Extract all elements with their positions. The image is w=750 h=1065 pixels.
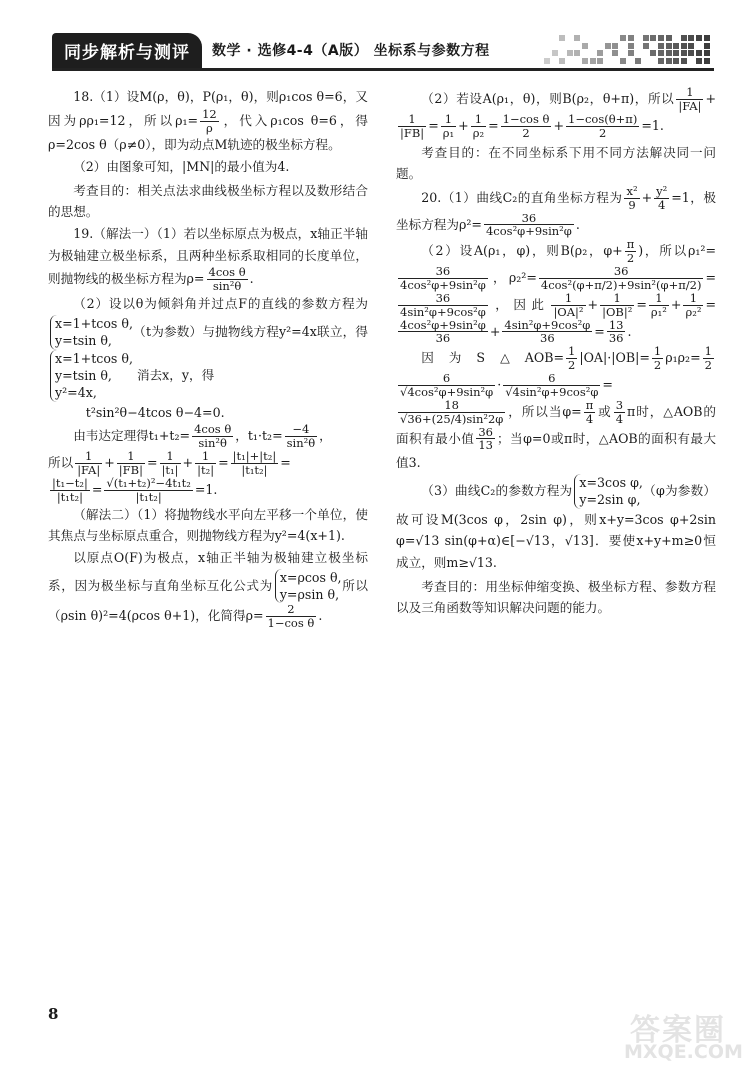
fraction: $\frac{6}{\text{√4sin²φ+9cos²φ}}$ xyxy=(505,371,599,399)
reciprocal-sum-result: $\frac{\text{|t₁−t₂|}}{\text{|t₁t₂|}}$ = $\frac{\text{√(t₁+t₂)²−4t₁t₂}}{\text{|t₁t₂|}}$ =1. xyxy=(52,475,218,504)
fraction: $\frac{1-\cos(\theta+\pi)}{2}$ xyxy=(568,111,638,140)
dot xyxy=(696,50,702,56)
q18-goal: 考查目的：相关点法求曲线极坐标方程以及数形结合的思想。 xyxy=(48,182,368,220)
watermark-logo-text: 答案圈 xyxy=(630,1013,726,1048)
q20-part3: （3）曲线C₂的参数方程为 x=3cos φ, y=2sin φ, （φ为参数）故可设M(3cos φ，2sin φ)，则x+y=3cos φ+2sin φ=√13 sin(φ+α)∈[−√13，√13]．要使x+y+m≥0恒成立，则m≥√13. xyxy=(396,474,716,571)
fraction: $\frac{1}{\text{|t₂|}}$ xyxy=(197,449,215,477)
dot xyxy=(650,35,656,41)
fraction: $\frac{\text{|t₁−t₂|}}{\text{|t₁t₂|}}$ xyxy=(52,475,88,504)
fraction: $\frac{\text{4cos θ}}{\text{sin²θ}}$ xyxy=(194,422,232,451)
fraction: $\frac{13}{36}$ xyxy=(608,317,624,346)
dot xyxy=(704,35,710,41)
dot xyxy=(650,50,656,56)
q18-part2: （2）由图象可知，|MN|的最小值为4. xyxy=(73,159,290,175)
fraction: $\frac{1}{|FA|}$ xyxy=(77,449,101,477)
dot xyxy=(681,35,687,41)
fraction: $\frac{1}{|FB|}$ xyxy=(400,111,425,140)
fraction: $\frac{1}{\text{ρ₂}}$ xyxy=(472,111,485,140)
dot xyxy=(605,43,611,49)
fraction: $\frac{\text{x²}}{9}$ xyxy=(626,183,638,212)
dot xyxy=(567,50,573,56)
fraction: $\frac{-4}{\text{sin²θ}}$ xyxy=(286,422,316,451)
fraction: $\frac{36}{\text{4cos²(φ+π/2)+9sin²(φ+π/2)}}$ xyxy=(540,264,702,292)
dot xyxy=(582,43,588,49)
dot xyxy=(597,50,603,56)
dot xyxy=(643,43,649,49)
fraction: $\frac{36}{\text{4cos²φ+9sin²φ}}$ xyxy=(485,210,572,239)
dot xyxy=(673,58,679,64)
fraction: $\frac{\text{4sin²φ+9cos²φ}}{36}$ xyxy=(504,317,591,346)
dot xyxy=(666,43,672,49)
fraction: $\frac{1}{2}$ xyxy=(704,344,712,373)
fraction: $\frac{1}{|FA|}$ xyxy=(678,85,702,113)
fraction: $\frac{\text{4cos θ}}{\text{sin²θ}}$ xyxy=(208,265,246,294)
site-watermark xyxy=(620,1005,750,1065)
dot xyxy=(673,50,679,56)
fraction: $\frac{6}{\text{√4cos²φ+9sin²φ}}$ xyxy=(400,371,494,399)
q19-method1-part1: 19.（解法一）（1）若以坐标原点为极点，x轴正半轴为极轴建立极坐标系，且两种坐标系取相同的长度单位，则抛物线的极坐标方程为ρ= $\frac{\text{4cos θ}}{\text{sin²θ}}$ . xyxy=(48,226,368,294)
dot xyxy=(574,35,580,41)
fraction: $\frac{1}{|FB|}$ xyxy=(118,449,143,477)
dot xyxy=(620,35,626,41)
dot xyxy=(658,58,664,64)
dot xyxy=(574,50,580,56)
dot xyxy=(681,58,687,64)
dot xyxy=(628,43,634,49)
fraction: $\frac{\text{|t₁|+|t₂|}}{\text{|t₁t₂|}}$ xyxy=(232,449,277,477)
q18-part1: 18.（1）设M(ρ，θ)，P(ρ₁，θ)，则ρ₁cos θ=6，又因为ρρ₁=12，所以ρ₁= $\frac{12}{\rho}$ ，代入ρ₁cos θ=6，得ρ=2cos θ（ρ≠0），即为动点M轨迹的极坐标方程。 xyxy=(48,89,368,153)
fraction: $\frac{\text{√(t₁+t₂)²−4t₁t₂}}{\text{|t₁t₂|}}$ xyxy=(106,475,191,504)
fraction: $\frac{1}{\text{ρ₁}}$ xyxy=(442,111,455,140)
fraction: $\frac{2}{\text{1−cos θ}}$ xyxy=(267,602,315,631)
equation-system: x=3cos φ, y=2sin φ, xyxy=(574,474,643,509)
fraction: $\frac{\text{1−cos θ}}{2}$ xyxy=(502,111,550,140)
dot xyxy=(597,58,603,64)
left-column xyxy=(48,86,368,630)
q19-method1-part2: （2）设以θ为倾斜角并过点F的直线的参数方程为 x=1+tcos θ, y=tsin θ, （t为参数）与抛物线方程y²=4x联立，得 x=1+tcos θ, y=tsin θ, y²=4x, 消去x，y，得 t²sin²θ−4tcos θ−4=0. xyxy=(48,293,368,423)
dot xyxy=(559,58,565,64)
page-number: 8 xyxy=(48,1005,59,1023)
fraction: $\frac{1}{\text{ρ₂²}}$ xyxy=(685,290,702,319)
right-column xyxy=(396,86,716,619)
fraction: $\frac{36}{13}$ xyxy=(478,424,493,453)
q19-goal: 考查目的：在不同坐标系下用不同方法解决同一问题。 xyxy=(396,144,716,182)
fraction: $\frac{\pi}{4}$ xyxy=(585,397,594,426)
dot xyxy=(612,50,618,56)
book-subtitle: 数学 · 选修4-4（A版） 坐标系与参数方程 xyxy=(212,43,490,59)
dot xyxy=(673,43,679,49)
equation-system: x=ρcos θ, y=ρsin θ, xyxy=(275,569,342,604)
dot xyxy=(635,58,641,64)
dot xyxy=(688,35,694,41)
dot xyxy=(658,50,664,56)
fraction: $\frac{12}{\rho}$ xyxy=(202,106,217,135)
dot xyxy=(696,35,702,41)
fraction: $\frac{36}{\text{4cos²φ+9sin²φ}}$ xyxy=(400,264,486,292)
equation-system: x=1+tcos θ, y=tsin θ, xyxy=(50,315,133,350)
dot xyxy=(628,50,634,56)
vieta-step: 由韦达定理得t₁+t₂= $\frac{\text{4cos θ}}{\text{sin²θ}}$ ，t₁·t₂= $\frac{-4}{\text{sin²θ}}$ ， xyxy=(73,422,332,451)
dot xyxy=(658,35,664,41)
fraction: $\frac{1}{2}$ xyxy=(568,344,576,373)
q20-part1: 20.（1）曲线C₂的直角坐标方程为 $\frac{\text{x²}}{9}$ + $\frac{\text{y²}}{4}$ =1，极坐标方程为ρ²= $\frac{36}{\text{4cos²φ+9sin²φ}}$ . xyxy=(396,183,716,239)
fraction: $\frac{3}{4}$ xyxy=(615,397,624,426)
q19-method2-part2: （2）若设A(ρ₁，θ)，则B(ρ₂，θ+π)，所以 $\frac{1}{|FA|}$ + $\frac{1}{|FB|}$ = $\frac{1}{\text{ρ₁}}$ + $\frac{1}{\text{ρ₂}}$ = $\frac{\text{1−cos θ}}{2}$ + $\frac{1-\cos(\theta+\pi)}{2}$ =1. xyxy=(400,85,716,140)
dot xyxy=(704,43,710,49)
decorative-dot-pattern xyxy=(544,35,714,65)
dot xyxy=(704,58,710,64)
fraction: $\frac{1}{\text{|OA|²}}$ xyxy=(553,290,584,319)
dot xyxy=(628,35,634,41)
fraction: $\frac{18}{\text{√36+(25/4)sin²2φ}}$ xyxy=(400,397,504,426)
q20-goal: 考查目的：用坐标伸缩变换、极坐标方程、参数方程以及三角函数等知识解决问题的能力。 xyxy=(396,578,716,616)
dot xyxy=(688,43,694,49)
dot xyxy=(666,50,672,56)
q20-area: 因为S△AOB= $\frac{1}{2}$ |OA|·|OB|= $\frac{1}{2}$ ρ₁ρ₂= $\frac{1}{2}$ $\frac{6}{\text{√4cos²φ+9sin²φ}}$ · $\frac{6}{\text{√4sin²φ+9cos²φ}}$ = $\frac{18}{\text{√36+(25/4)sin²2φ}}$ ，所以当φ= $\frac{\pi}{4}$ 或 $\frac{3}{4}$ π时，△AOB的面积有最小值 $\frac{36}{13}$ ；当φ=0或π时，△AOB的面积有最大值3. xyxy=(396,344,717,471)
series-brand-label: 同步解析与测评 xyxy=(52,33,202,68)
fraction: $\frac{36}{\text{4sin²φ+9cos²φ}}$ xyxy=(400,290,486,319)
page-header xyxy=(52,32,714,71)
dot xyxy=(544,58,550,64)
fraction: $\frac{1}{\text{|OB|²}}$ xyxy=(602,290,633,319)
fraction: $\frac{\text{y²}}{4}$ xyxy=(656,183,668,212)
dot xyxy=(552,50,558,56)
dot xyxy=(658,43,664,49)
watermark-url: MXQE.COM xyxy=(624,1041,743,1063)
fraction: $\frac{1}{\text{ρ₁²}}$ xyxy=(650,290,667,319)
dot xyxy=(582,58,588,64)
q20-part2: （2）设A(ρ₁，φ)，则B(ρ₂，φ+ $\frac{\pi}{2}$ )，所以ρ₁²= $\frac{36}{\text{4cos²φ+9sin²φ}}$ ，ρ₂²= $\frac{36}{\text{4cos²(φ+π/2)+9sin²(φ+π/2)}}$ = $\frac{36}{\text{4sin²φ+9cos²φ}}$ ，因此 $\frac{1}{\text{|OA|²}}$ + $\frac{1}{\text{|OB|²}}$ = $\frac{1}{\text{ρ₁²}}$ + $\frac{1}{\text{ρ₂²}}$ = $\frac{\text{4cos²φ+9sin²φ}}{36}$ + $\frac{\text{4sin²φ+9cos²φ}}{36}$ = $\frac{13}{36}$ . xyxy=(400,237,716,346)
dot xyxy=(590,58,596,64)
dot xyxy=(704,50,710,56)
q19-method2-part1: （解法二）（1）将抛物线水平向左平移一个单位，使其焦点与坐标原点重合，则抛物线方程为y²=4(x+1). xyxy=(48,506,368,544)
q19-method2-polar: 以原点O(F)为极点，x轴正半轴为极轴建立极坐标系，因为极坐标与直角坐标互化公式为 x=ρcos θ, y=ρsin θ, 所以（ρsin θ)²=4(ρcos θ+1)，化简得ρ= $\frac{2}{\text{1−cos θ}}$ . xyxy=(48,549,369,631)
dot xyxy=(559,35,565,41)
dot xyxy=(681,43,687,49)
dot xyxy=(612,43,618,49)
fraction: $\frac{1}{2}$ xyxy=(653,344,662,373)
equation-system: x=1+tcos θ, y=tsin θ, y²=4x, xyxy=(50,350,133,402)
dot xyxy=(696,58,702,64)
dot xyxy=(681,50,687,56)
dot xyxy=(666,35,672,41)
fraction: $\frac{\pi}{2}$ xyxy=(626,237,635,266)
dot xyxy=(643,35,649,41)
dot xyxy=(688,50,694,56)
fraction: $\frac{\text{4cos²φ+9sin²φ}}{36}$ xyxy=(400,317,486,346)
dot xyxy=(620,58,626,64)
reciprocal-sum-step: 所以 $\frac{1}{|FA|}$ + $\frac{1}{|FB|}$ = $\frac{1}{\text{|t₁|}}$ + $\frac{1}{\text{|t₂|}}$ = $\frac{\text{|t₁|+|t₂|}}{\text{|t₁t₂|}}$ = xyxy=(48,449,291,477)
dot xyxy=(666,58,672,64)
fraction: $\frac{1}{\text{|t₁|}}$ xyxy=(161,449,179,477)
